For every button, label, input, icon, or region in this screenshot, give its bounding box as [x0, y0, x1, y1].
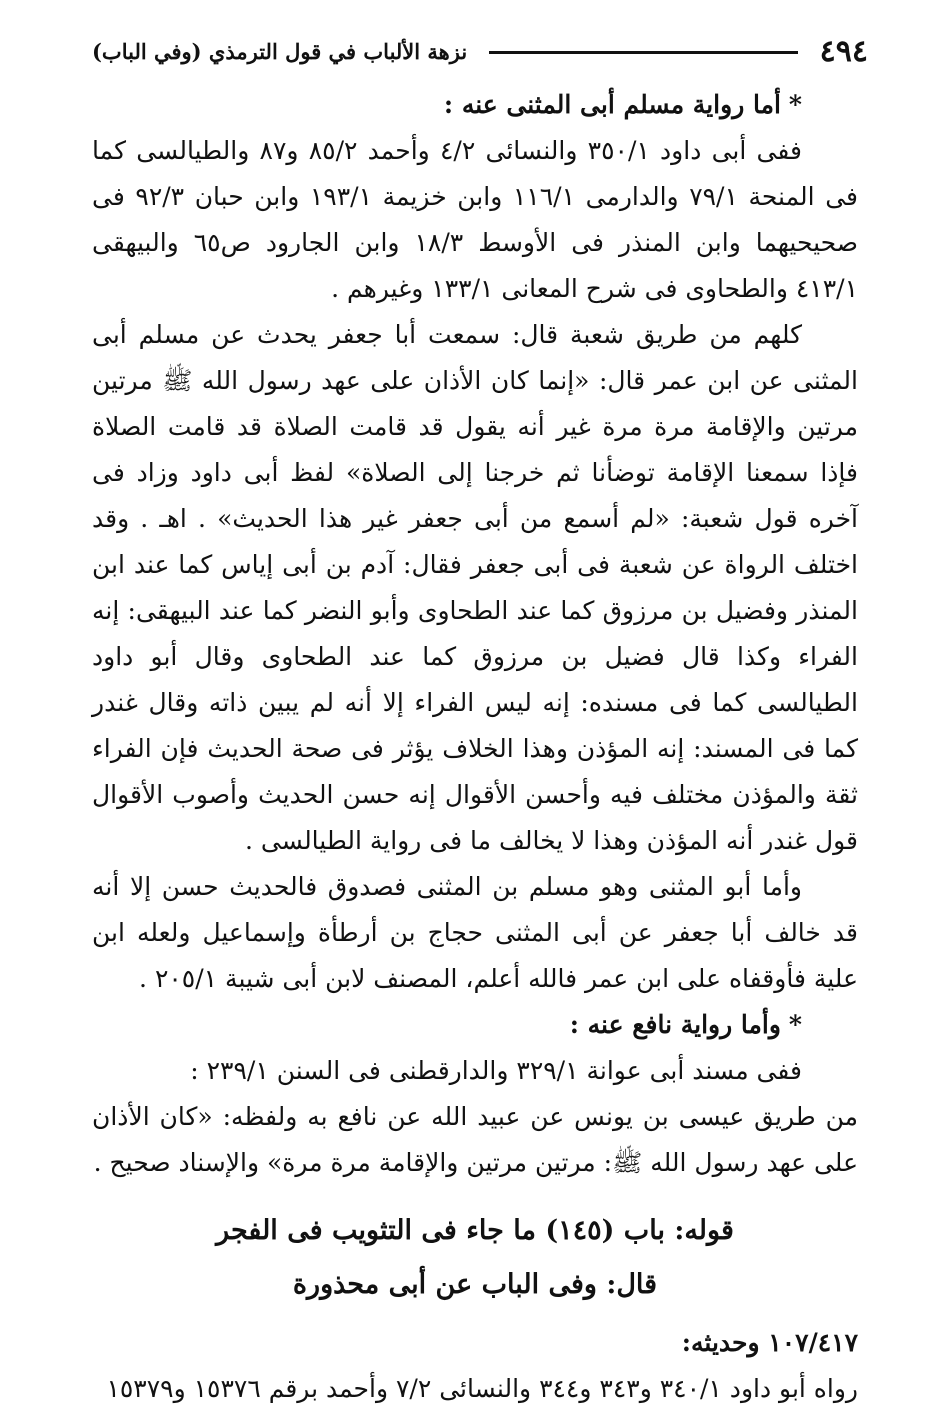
- chapter-title: قوله: باب (١٤٥) ما جاء فى التثويب فى الفجر: [216, 1215, 734, 1246]
- spacer: [92, 1186, 858, 1204]
- paragraph: رواه أبو داود ٣٤٠/١ و٣٤٣ و٣٤٤ والنسائى ٧/٢ وأحمد برقم ١٥٣٧٦ و١٥٣٧٩: [106, 1374, 858, 1403]
- hadith-number-heading: ١٠٧/٤١٧ وحديثه:: [681, 1328, 858, 1357]
- chapter-subtitle: قال: وفى الباب عن أبى محذورة: [292, 1269, 658, 1300]
- subheading-text: أما رواية مسلم أبى المثنى عنه :: [443, 90, 781, 119]
- page-number: ٤٩٤: [819, 34, 868, 69]
- paragraph: وأما أبو المثنى وهو مسلم بن المثنى فصدوق فالحديث حسن إلا أنه قد خالف أبا جعفر عن أبى المثنى حجاج بن أرطأة وإسماعيل ولعله ابن علية فأوقفاه على ابن عمر فالله أعلم، المصنف لابن أبى شيبة ٢٠٥/١ .: [92, 872, 858, 993]
- star-bullet: *: [788, 90, 802, 119]
- paragraph: ففى مسند أبى عوانة ٣٢٩/١ والدارقطنى فى السنن ٢٣٩/١ :: [190, 1056, 802, 1085]
- running-title: نزهة الألباب في قول الترمذي (وفي الباب): [92, 39, 468, 64]
- subheading-muslim: [92, 82, 858, 128]
- page-body: [92, 82, 858, 1412]
- paragraph: من طريق عيسى بن يونس عن عبيد الله عن نافع به ولفظه: «كان الأذان على عهد رسول الله ﷺ: مرتين مرتين والإقامة مرة مرة» والإسناد صحيح .: [92, 1102, 858, 1177]
- paragraph: ففى أبى داود ٣٥٠/١ والنسائى ٤/٢ وأحمد ٨٥/٢ و٨٧ والطيالسى كما فى المنحة ٧٩/١ والدارمى ١١٦/١ وابن خزيمة ١٩٣/١ وابن حبان ٩٢/٣ فى صحيحيهما وابن المنذر فى الأوسط ١٨/٣ وابن الجارود ص٦٥ والبيهقى ٤١٣/١ والطحاوى فى شرح المعانى ١٣٣/١ وغيرهم .: [92, 136, 858, 303]
- subheading-nafi: [92, 1002, 858, 1048]
- paragraph: كلهم من طريق شعبة قال: سمعت أبا جعفر يحدث عن مسلم أبى المثنى عن ابن عمر قال: «إنما كان الأذان على عهد رسول الله ﷺ مرتين مرتين والإقامة مرة مرة غير أنه يقول قد قامت الصلاة قد قامت الصلاة فإذا سمعنا الإقامة توضأنا ثم خرجنا إلى الصلاة» لفظ أبى داود وزاد فى آخره قول شعبة: «لم أسمع من أبى جعفر غير هذا الحديث» . اهـ . وقد اختلف الرواة عن شعبة فى أبى جعفر فقال: آدم بن أبى إياس كما عند ابن المنذر وفضيل بن مرزوق كما عند الطحاوى وأبو النضر كما عند البيهقى: إنه الفراء وكذا قال فضيل بن مرزوق كما عند الطحاوى وقال أبو داود الطيالسى كما فى مسنده: إنه ليس الفراء إلا أنه لم يبين ذاته وقال غندر كما فى المسند: إنه المؤذن وهذا الخلاف يؤثر فى صحة الحديث فإن الفراء ثقة والمؤذن مختلف فيه وأحسن الأقوال إنه حسن الحديث وأصوب الأقوال قول غندر أنه المؤذن وهذا لا يخالف ما فى رواية الطيالسى .: [92, 320, 858, 855]
- spacer: [92, 1312, 858, 1320]
- header-divider: [489, 51, 797, 54]
- page-header: [92, 30, 868, 74]
- star-bullet: *: [788, 1010, 802, 1039]
- subheading-text: وأما رواية نافع عنه :: [569, 1010, 781, 1039]
